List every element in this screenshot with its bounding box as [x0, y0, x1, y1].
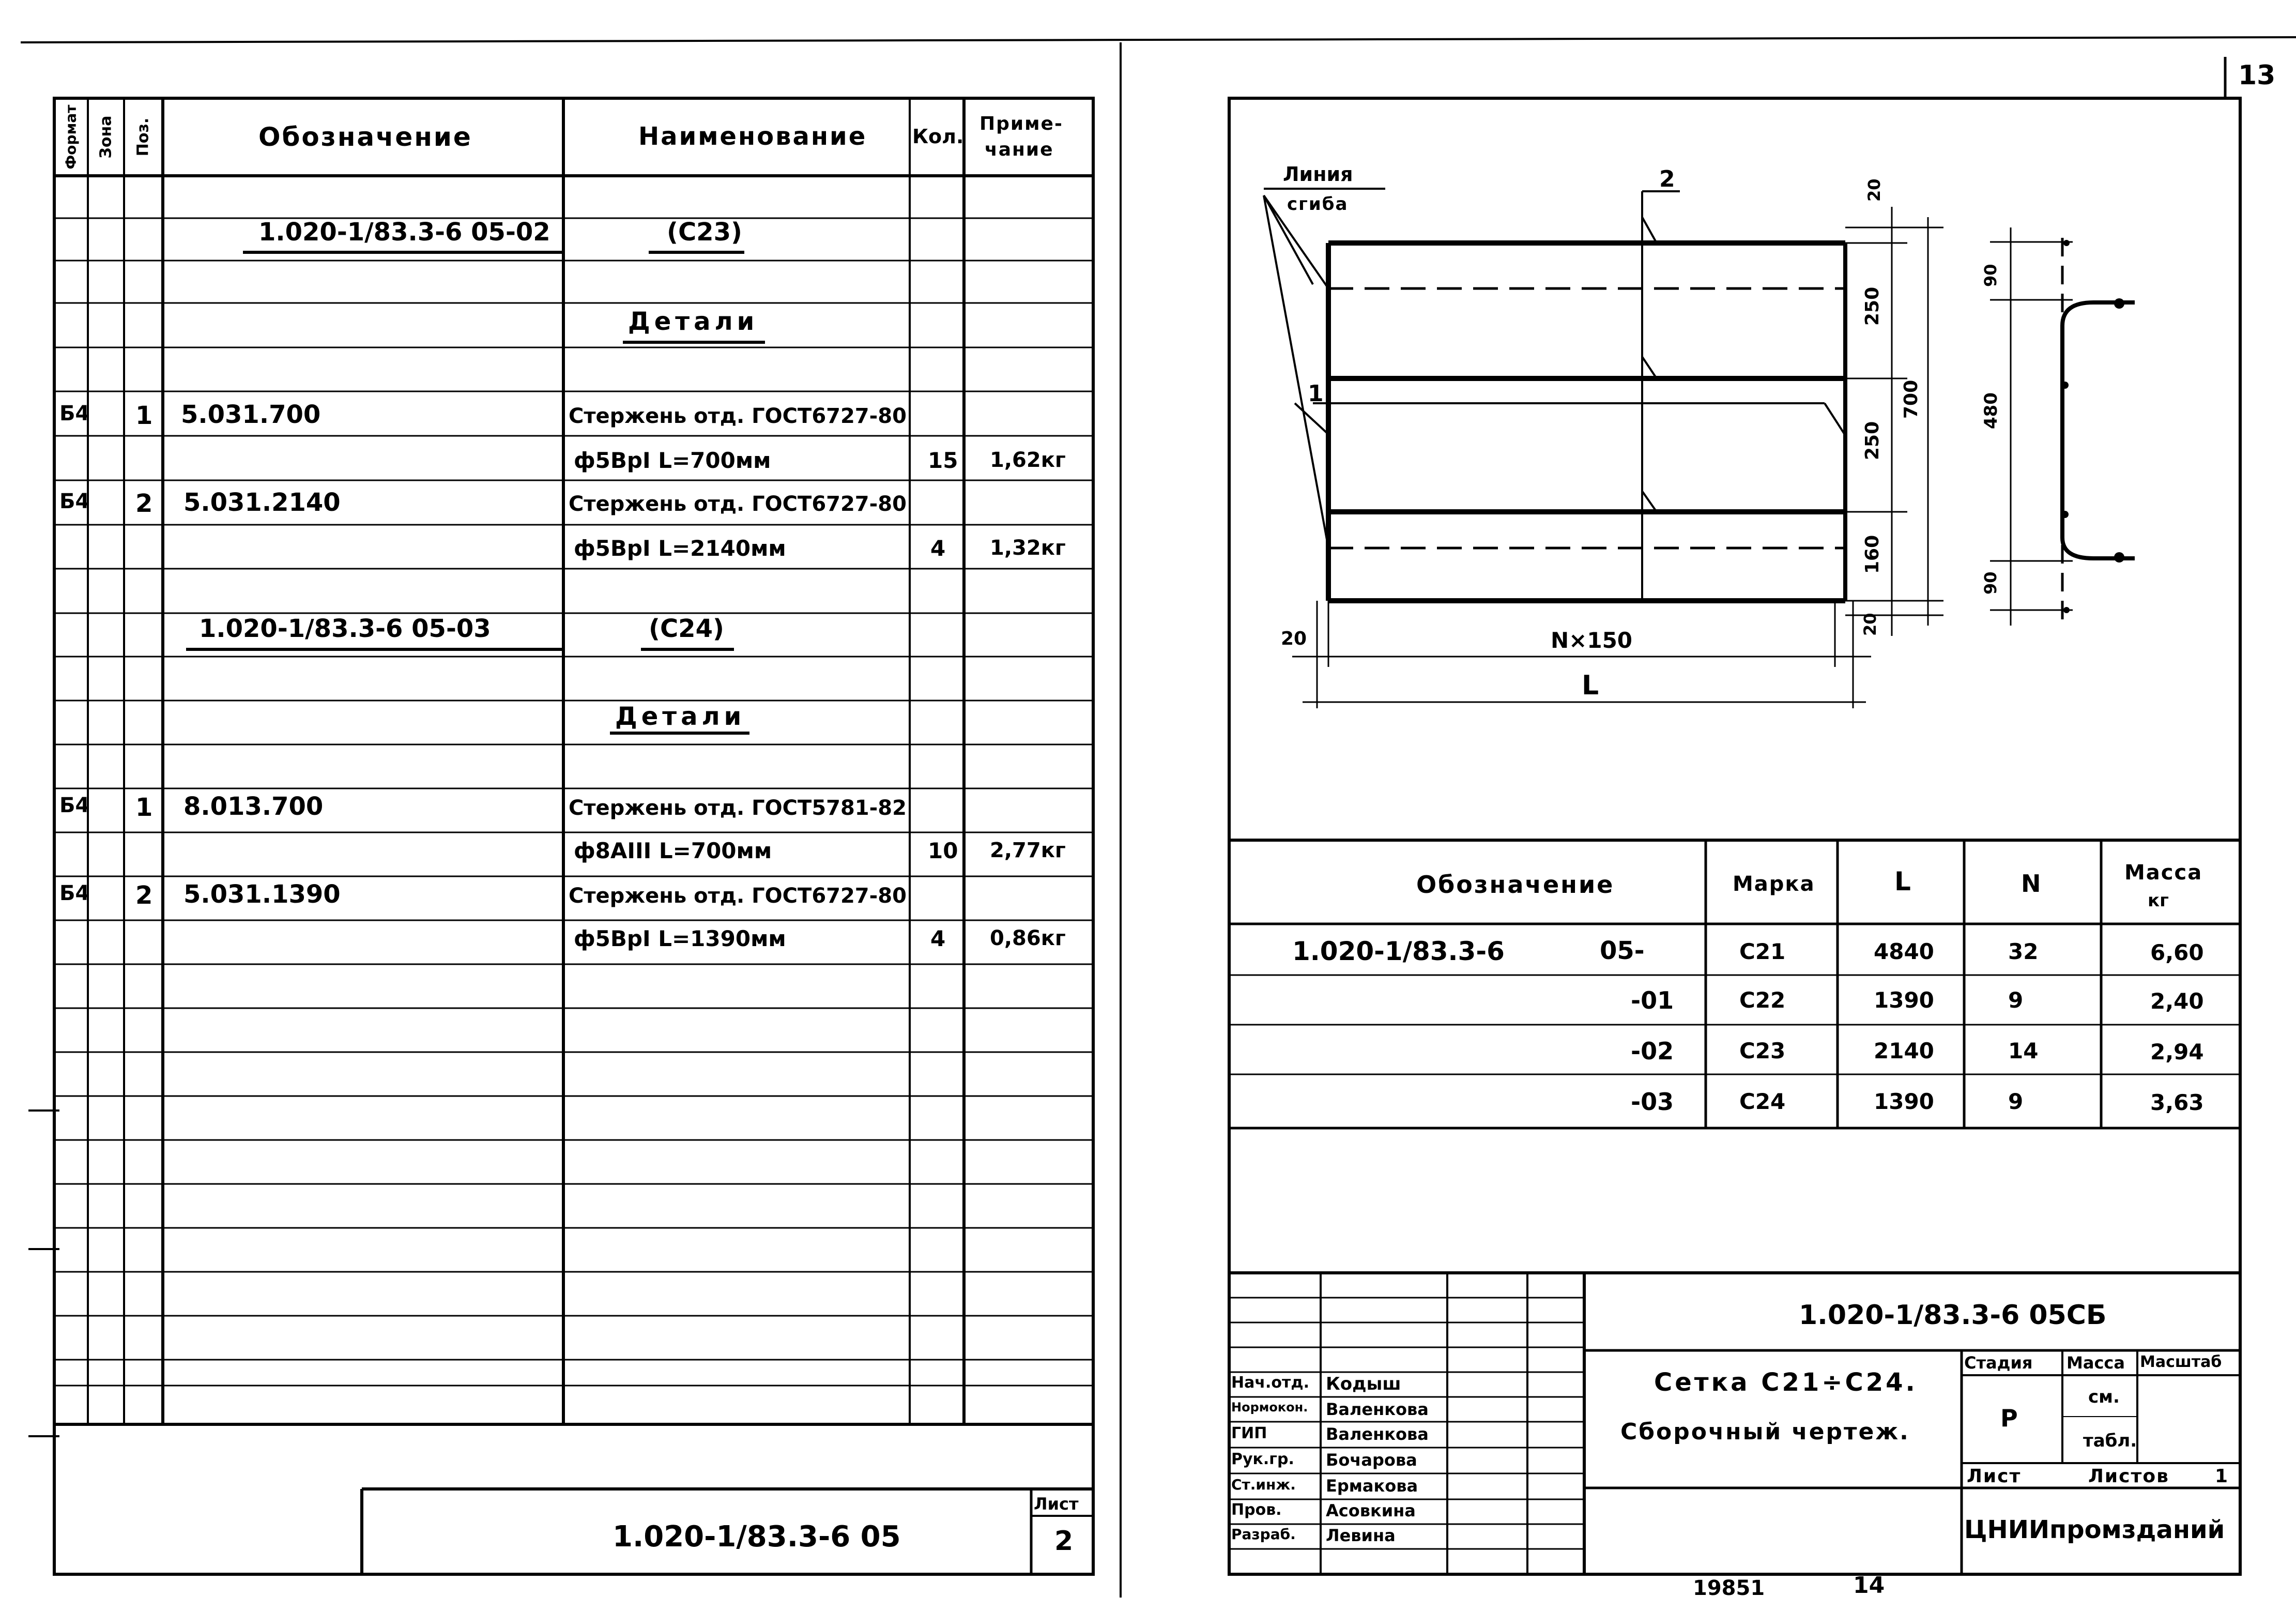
dim-20-top: 20: [1864, 178, 1884, 202]
table-row2-L: 1390: [1874, 987, 1934, 1013]
dim-160: 160: [1862, 535, 1883, 574]
header-qty: Кол.: [912, 125, 964, 148]
title-block-title-2: Сборочный чертеж.: [1620, 1419, 1910, 1445]
g2r2-format: Б4: [59, 881, 90, 905]
group2-designation: 1.020-1/83.3-6 05-03: [199, 614, 491, 643]
dim-480: 480: [1981, 392, 2001, 429]
g2r1-qty: 10: [928, 838, 958, 863]
g1r1-pos: 1: [135, 401, 153, 430]
person7-name: Левина: [1326, 1526, 1396, 1545]
sheet-label: Лист: [1967, 1466, 2022, 1487]
g2r2-name1: Стержень отд. ГОСТ6727-80: [569, 884, 907, 908]
mass-label: Масса: [2067, 1353, 2125, 1373]
dim-90-top: 90: [1981, 264, 2000, 287]
person6-role: Пров.: [1231, 1501, 1282, 1519]
table-row1-suffix: 05-: [1600, 936, 1645, 965]
left-footer-code: 1.020-1/83.3-6 05: [613, 1520, 901, 1554]
bend-line-label-2: сгиба: [1287, 194, 1349, 215]
table-row1-N: 32: [2008, 939, 2039, 964]
g2r1-pos: 1: [135, 793, 153, 822]
dim-700: 700: [1901, 379, 1922, 419]
table-row1-mark: С21: [1739, 939, 1786, 964]
header-format-cell: [57, 103, 86, 171]
callout-2: 2: [1659, 166, 1675, 192]
g1r1-designation: 5.031.700: [181, 400, 321, 429]
g2r1-designation: 8.013.700: [183, 792, 324, 821]
person7-role: Разраб.: [1231, 1526, 1296, 1543]
scale-label: Масштаб: [2140, 1353, 2222, 1371]
g2r2-note: 0,86кг: [990, 926, 1066, 950]
table-row3-suffix: -02: [1631, 1037, 1674, 1065]
g1r1-format: Б4: [59, 402, 90, 425]
header-designation: Обозначение: [258, 122, 472, 152]
mass-value-1: см.: [2088, 1387, 2120, 1407]
header-format: Формат: [63, 104, 80, 170]
table-row1-mass: 6,60: [2150, 940, 2204, 965]
bend-line-label-1: Линия: [1283, 163, 1353, 186]
table-row2-suffix: -01: [1631, 986, 1674, 1014]
sheets-count: 1: [2215, 1466, 2228, 1487]
person4-name: Бочарова: [1326, 1450, 1417, 1470]
g1r2-name2: ф5ВрI L=2140мм: [574, 536, 786, 561]
header-zone: Зона: [97, 115, 115, 159]
header-note-1: Приме-: [979, 113, 1063, 134]
person1-name: Кодыш: [1326, 1374, 1401, 1394]
title-block-code: 1.020-1/83.3-6 05СБ: [1799, 1300, 2107, 1331]
g2r1-format: Б4: [59, 794, 90, 817]
person5-name: Ермакова: [1326, 1476, 1418, 1496]
dim-90-bottom: 90: [1981, 571, 2000, 595]
person3-role: ГИП: [1231, 1424, 1267, 1442]
table-row3-N: 14: [2008, 1038, 2039, 1063]
callout-1: 1: [1308, 381, 1324, 407]
person4-role: Рук.гр.: [1231, 1450, 1294, 1468]
g1r2-name1: Стержень отд. ГОСТ6727-80: [569, 492, 907, 516]
table-row3-mass: 2,94: [2150, 1039, 2204, 1064]
table-header-mark: Марка: [1733, 872, 1815, 896]
header-pos: Поз.: [134, 117, 152, 157]
table-row2-mark: С22: [1739, 987, 1786, 1013]
table-header-L: L: [1894, 866, 1911, 896]
table-row4-mark: С24: [1739, 1089, 1786, 1114]
bottom-number-1: 19851: [1693, 1576, 1765, 1600]
person6-name: Асовкина: [1326, 1501, 1416, 1520]
g2r1-name1: Стержень отд. ГОСТ5781-82: [569, 796, 907, 820]
header-note-2: чание: [985, 139, 1054, 160]
left-footer-sheet-number: 2: [1054, 1526, 1074, 1557]
group1-name: (С23): [667, 218, 742, 247]
g1r2-pos: 2: [135, 489, 153, 518]
g1r2-format: Б4: [59, 490, 90, 513]
g2r2-name2: ф5ВрI L=1390мм: [574, 926, 786, 951]
group2-section: Детали: [615, 702, 746, 731]
table-row2-mass: 2,40: [2150, 989, 2204, 1014]
dim-250-a: 250: [1862, 286, 1883, 326]
g1r1-qty: 15: [928, 448, 958, 473]
table-header-mass-1: Масса: [2124, 861, 2203, 885]
dim-20-bottom: 20: [1860, 613, 1880, 636]
sheets-label: Листов: [2088, 1466, 2169, 1487]
header-pos-cell: [125, 103, 161, 171]
group1-section: Детали: [628, 307, 759, 336]
g1r2-note: 1,32кг: [990, 536, 1066, 560]
mesh-drawing: [1229, 98, 2240, 840]
table-row4-suffix: -03: [1631, 1088, 1674, 1116]
table-row1-L: 4840: [1874, 939, 1934, 964]
header-name: Наименование: [638, 122, 867, 151]
stage-label: Стадия: [1964, 1353, 2033, 1373]
g2r1-name2: ф8АIII L=700мм: [574, 838, 772, 863]
table-header-mass-2: кг: [2148, 890, 2169, 911]
g1r2-designation: 5.031.2140: [183, 488, 341, 517]
g1r1-note: 1,62кг: [990, 448, 1066, 472]
g2r2-designation: 5.031.1390: [183, 880, 341, 909]
person2-role: Нормокон.: [1231, 1400, 1308, 1415]
dim-n150: N×150: [1551, 628, 1633, 653]
title-block-title-1: Сетка С21÷С24.: [1654, 1368, 1918, 1397]
table-header-N: N: [2021, 870, 2041, 898]
group1-designation: 1.020-1/83.3-6 05-02: [258, 218, 550, 247]
mass-value-2: табл.: [2083, 1431, 2137, 1451]
table-header-designation: Обозначение: [1416, 871, 1615, 899]
table-row3-mark: С23: [1739, 1038, 1786, 1063]
g2r1-note: 2,77кг: [990, 839, 1066, 862]
g1r1-name2: ф5ВрI L=700мм: [574, 448, 771, 473]
organization: ЦНИИпромзданий: [1964, 1515, 2225, 1544]
group2-name: (С24): [649, 614, 724, 643]
dim-20-left: 20: [1281, 628, 1307, 649]
header-zone-cell: [89, 103, 123, 171]
person5-role: Ст.инж.: [1231, 1476, 1296, 1493]
person1-role: Нач.отд.: [1231, 1374, 1309, 1392]
table-row4-mass: 3,63: [2150, 1090, 2204, 1115]
table-row4-L: 1390: [1874, 1089, 1934, 1114]
table-row3-L: 2140: [1874, 1038, 1934, 1063]
g1r1-name1: Стержень отд. ГОСТ6727-80: [569, 404, 907, 428]
stage-value: Р: [2000, 1404, 2018, 1432]
left-footer-sheet-label: Лист: [1034, 1494, 1079, 1514]
person2-name: Валенкова: [1326, 1400, 1429, 1419]
page-number: 13: [2238, 60, 2276, 91]
g2r2-qty: 4: [930, 926, 946, 951]
g1r2-qty: 4: [930, 536, 946, 561]
table-row2-N: 9: [2008, 987, 2024, 1013]
bottom-number-2: 14: [1853, 1572, 1885, 1599]
dim-L: L: [1582, 670, 1599, 701]
person3-name: Валенкова: [1326, 1424, 1429, 1444]
table-row4-N: 9: [2008, 1089, 2024, 1114]
dim-250-b: 250: [1862, 421, 1883, 460]
table-row1-designation: 1.020-1/83.3-6: [1292, 936, 1505, 966]
g2r2-pos: 2: [135, 881, 153, 910]
